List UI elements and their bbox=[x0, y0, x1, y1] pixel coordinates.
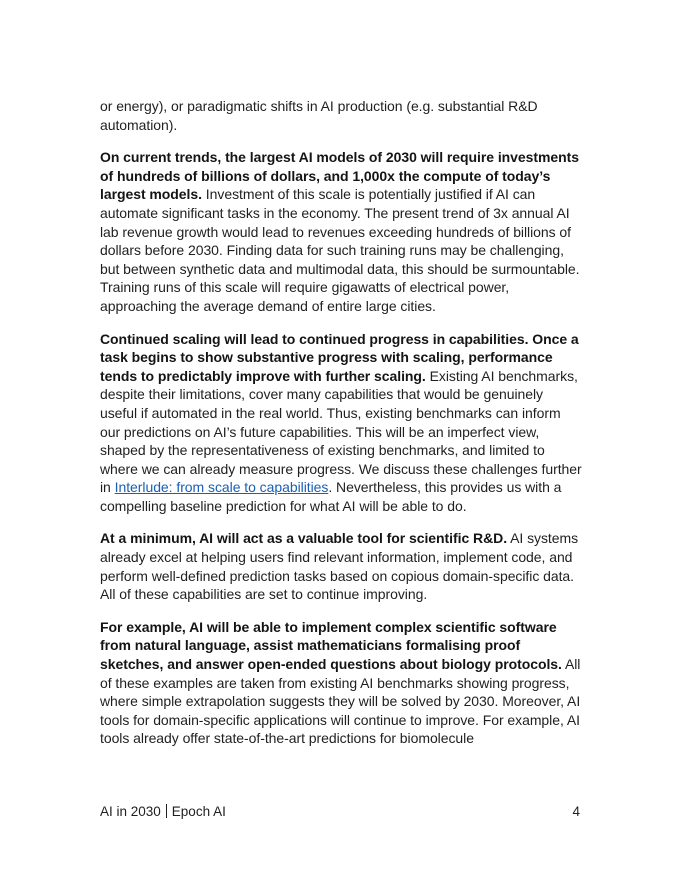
interlude-link[interactable]: Interlude: from scale to capabilities bbox=[114, 479, 329, 496]
paragraph-lead: On current trends, the largest AI models of 2030 will require investments of hundreds of billions of dollars, and 1,000x the compute of today’s largest models. bbox=[100, 149, 579, 203]
paragraph-examples bbox=[100, 618, 582, 748]
footer-org: Epoch AI bbox=[171, 804, 226, 819]
paragraph-scientific-tool bbox=[100, 529, 582, 603]
paragraph-text: AI systems already excel at helping users find relevant information, implement code, and perform well-defined prediction tasks based on copious domain-specific data. All of these capabilities are set to continue improving. bbox=[100, 530, 579, 603]
paragraph-text: Existing AI benchmarks, despite their limitations, cover many capabilities that would be genuinely useful if automated in the real world. Thus, existing benchmarks can inform our predictions on AI’s future capabilities. This will be an imperfect view, shaped by the representativeness of existing benchmarks, and limited to where we can already measure progress. We discuss these challenges further in bbox=[100, 367, 582, 496]
page-footer bbox=[100, 803, 580, 821]
footer-doc-title: AI in 2030 bbox=[100, 804, 161, 819]
footer-separator bbox=[166, 804, 167, 818]
document-body bbox=[100, 97, 582, 762]
paragraph-lead: Continued scaling will lead to continued progress in capabilities. Once a task begins to show substantive progress with scaling, performance tends to predictably improve with further scaling. bbox=[100, 330, 579, 384]
paragraph-text: All of these examples are taken from existing AI benchmarks showing progress, where simple extrapolation suggests they will be solved by 2030. Moreover, AI tools for domain-specific applications will continue to improve. For example, AI tools already offer state-of-the-art predictions for biomolecule bbox=[100, 656, 581, 747]
page-number: 4 bbox=[572, 804, 580, 819]
paragraph-scaling bbox=[100, 330, 582, 516]
footer-title bbox=[100, 803, 226, 821]
paragraph-text: Investment of this scale is potentially justified if AI can automate significant tasks in the economy. The present trend of 3x annual AI lab revenue growth would lead to revenues exceeding hundreds of billions of dollars before 2030. Finding data for such training runs may be challenging, but between synthetic data and multimodal data, this should be surmountable. Training runs of this scale will require gigawatts of electrical power, approaching the average demand of entire large cities. bbox=[100, 186, 580, 314]
paragraph-lead: At a minimum, AI will act as a valuable tool for scientific R&D. bbox=[100, 530, 508, 547]
paragraph-continuation bbox=[100, 97, 582, 134]
paragraph-investment bbox=[100, 148, 582, 315]
paragraph-lead: For example, AI will be able to implement complex scientific software from natural language, assist mathematicians formalising proof sketches, and answer open-ended questions about biology protocols. bbox=[100, 618, 562, 673]
paragraph-text: or energy), or paradigmatic shifts in AI production (e.g. substantial R&D automation). bbox=[100, 98, 538, 133]
paragraph-text: . Nevertheless, this provides us with a compelling baseline prediction for what AI will be able to do. bbox=[100, 479, 562, 514]
